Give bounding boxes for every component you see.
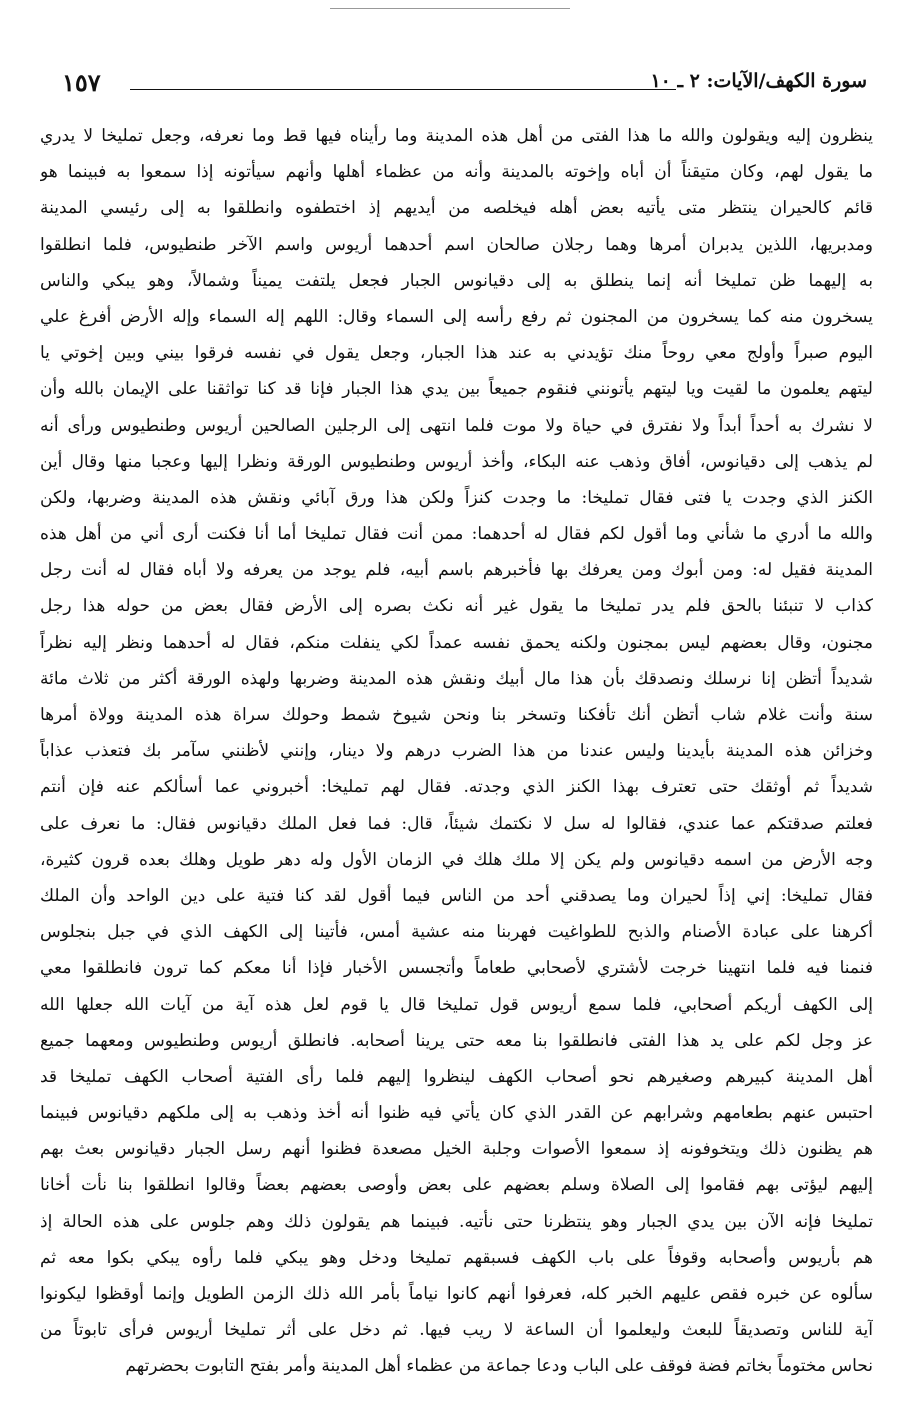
text-line: احتبس عنهم بطعامهم وشرابهم عن القدر الذي كان يأتي فيه ظنوا أنه أخذ وذهب به إلى ملكهم دقيانوس فبينما [40, 1103, 873, 1124]
text-line: لم يذهب إلى دقيانوس، أفاق وذهب عنه البكاء، وأخذ أريوس وطنطيوس الورقة ونظرا إليها وعجبا منها وقال أين [40, 451, 873, 472]
text-line: فنمنا فيه فلما انتهينا خرجت لأشتري لأصحابي طعاماً وأتجسس الأخبار فإذا أنا معكم كما ترون فانطلقوا معي [40, 958, 873, 979]
text-line: ما يقول لهم، وكان متيقناً أن أباه وإخوته بالمدينة وأنه من عظماء أهلها وأنهم سيأتونه إذا سمعوا به فبينما هو [40, 162, 873, 183]
text-line: به إليهما ظن تمليخا أنه إنما ينطلق به إلى دقيانوس الجبار فجعل يلتفت يميناً وشمالاً، وهو يبكي والناس [40, 270, 873, 291]
text-line: شديداً أتظن إنا نرسلك ونصدقك بأن هذا مال أبيك ونقش هذه المدينة وضربها ولهذه الورقة أكثر من ثلاث مائة [40, 668, 873, 689]
text-line: لا نشرك به أحداً أبداً ولا نفترق في حياة ولا موت فلما انتهى إلى الرجلين الصالحين أريوس وطنطيوس ورأى أنه [40, 415, 873, 436]
text-line: مجنون، وقال بعضهم ليس بمجنون ولكنه يحمق نفسه عمداً لكي ينفلت منكم، فقال له أحدهما ونظر إليه نظراً [40, 632, 873, 653]
text-line: هم بأريوس وأصحابه وقوفاً على باب الكهف فسبقهم تمليخا ودخل وهو يبكي فلما رأوه يبكي بكوا معه ثم [40, 1247, 873, 1268]
text-line: المدينة فقيل له: ومن أبوك ومن يعرفك بها فأخبرهم باسم أبيه، فلم يوجد من يعرفه ولا أباه فقال له أنت رجل [40, 560, 873, 581]
text-line: ومدبريها، اللذين يدبران أمرها وهما رجلان صالحان اسم أحدهما أريوس واسم الآخر طنطيوس، فلما انطلقوا [40, 234, 873, 255]
text-line: كذاب لا تنبئنا بالحق فلم يدر تمليخا ما يقول غير أنه نكث بصره إلى الأرض فقال بعض من حوله هذا رجل [40, 596, 873, 617]
text-line: اليوم صبراً وأولج معي روحاً منك تؤيدني به عند هذا الجبار، وجعل يقول في نفسه فرقوا بيني وبين إخوتي يا [40, 343, 873, 364]
text-line: شديداً ثم أوثقك حتى تعترف بهذا الكنز الذي وجدته. فقال لهم تمليخا: أخبروني عما أسألكم عنه فإن أنتم [40, 777, 873, 798]
text-line: وجه الأرض من اسمه دقيانوس ولم يكن إلا ملك هلك في الزمان الأول وله دهر طويل وهلك بعده قرون كثيرة، [40, 849, 873, 870]
text-line: آية للناس وتصديقاً للبعث وليعلموا أن الساعة لا ريب فيها. ثم دخل على أثر تمليخا أريوس فرأى تابوتاً من [40, 1320, 873, 1341]
running-title: سورة الكهف/الآيات: ٢ ـ ١٠ [650, 70, 867, 92]
text-line: عز وجل لكم على يد هذا الفتى فانطلقوا بنا معه حتى يرينا أصحابه. فانطلق أريوس وطنطيوس ومعهما جميع [40, 1030, 873, 1051]
top-edge-rule [330, 8, 570, 9]
text-line: نحاس مختوماً بخاتم فضة فوقف على الباب ودعا جماعة من عظماء أهل المدينة وأمر بفتح التابوت بحضرتهم [125, 1356, 873, 1377]
text-line: فعلتم صدقتكم عما عندي، فقالوا له سل لا نكتمك شيئاً، قال: فما فعل الملك دقيانوس فقال: ما نعرف على [40, 813, 873, 834]
text-line: هم يظنون ذلك ويتخوفونه إذ سمعوا الأصوات وجلبة الخيل مصعدة فظنوا أنهم رسل الجبار دقيانوس بعث بهم [40, 1139, 873, 1160]
text-line: ينظرون إليه ويقولون والله ما هذا الفتى من أهل هذه المدينة وما رأيناه فيها قط وما نعرفه، وجعل تمليخا لا يدري [40, 126, 873, 146]
text-line: سألوه عن خبره فقص عليهم الخبر كله، فعرفوا أنهم كانوا نياماً بأمر الله ذلك الزمن الطويل وإنما أوقظوا ليكونوا [40, 1284, 873, 1304]
page-number: ١٥٧ [62, 68, 101, 97]
text-line: سنة وأنت غلام شاب أتظن أنك تأفكنا وتسخر بنا ونحن شيوخ شمط وحولك سراة هذه المدينة وولاة أمرها [40, 705, 873, 725]
text-line: إلى الكهف أريكم أصحابي، فلما سمع أريوس قول تمليخا قال يا قوم لعل هذه آية من آيات الله جعلها الله [40, 994, 873, 1015]
text-line: إليهم ليؤتى بهم فقاموا إلى الصلاة وسلم بعضهم على بعض وأوصى بعضهم بعضاً وقالوا انطلقوا بنا نأت أخانا [40, 1175, 873, 1196]
text-line: قائم كالحيران ينتظر متى يأتيه بعض أهله فيخلصه من أيديهم إذ اختطفوه وانطلقوا به إلى رئيسي المدينة [40, 198, 873, 219]
text-line: فقال تمليخا: إني إذاً لحيران وما يصدقني أحد من الناس فيما أقول لقد كنا فتية على دين الواحد وأن الملك [40, 885, 873, 906]
text-line: أهل المدينة كبيرهم وصغيرهم نحو أصحاب الكهف لينظروا إليهم فلما رأى الفتية أصحاب الكهف تمليخا قد [40, 1066, 873, 1087]
text-line: أكرهنا على عبادة الأصنام والذبح للطواغيت فهربنا منه عشية أمس، فأتينا إلى الكهف الذي في جبل بنجلوس [40, 922, 873, 943]
text-line: الكنز الذي وجدت يا فتى فقال تمليخا: ما وجدت كنزاً ولكن هذا ورق آبائي ونقش هذه المدينة وضربها، ولكن [40, 487, 873, 508]
text-line: يسخرون منه كما يسخرون من المجنون ثم رفع رأسه إلى السماء وقال: اللهم إله السماء وإله الأرض أفرغ علي [40, 306, 873, 327]
text-line: والله ما أدري ما شأني وما أقول لكم فقال له أحدهما: ممن أنت فقال تمليخا أما أنا فكنت أرى أني من أهل هذه [40, 524, 873, 545]
body-text [40, 118, 873, 1393]
page-header [38, 64, 871, 100]
text-line: ليتهم يعلمون ما لقيت ويا ليتهم يأتونني فنقوم جميعاً بين يدي هذا الجبار فإنا قد كنا تواثقنا على الإيمان بالله وأن [40, 379, 873, 400]
text-line: تمليخا فإنه الآن بين يدي الجبار وهو ينتظرنا حتى نأتيه. فبينما هم يقولون ذلك وهم جلوس على هذه الحالة إذ [40, 1211, 873, 1232]
header-rule [130, 89, 676, 90]
text-line: وخزائن هذه المدينة بأيدينا وليس عندنا من هذا الضرب درهم ولا دينار، وإنني لأظنني سآمر بك فتعذب عذاباً [40, 741, 873, 762]
